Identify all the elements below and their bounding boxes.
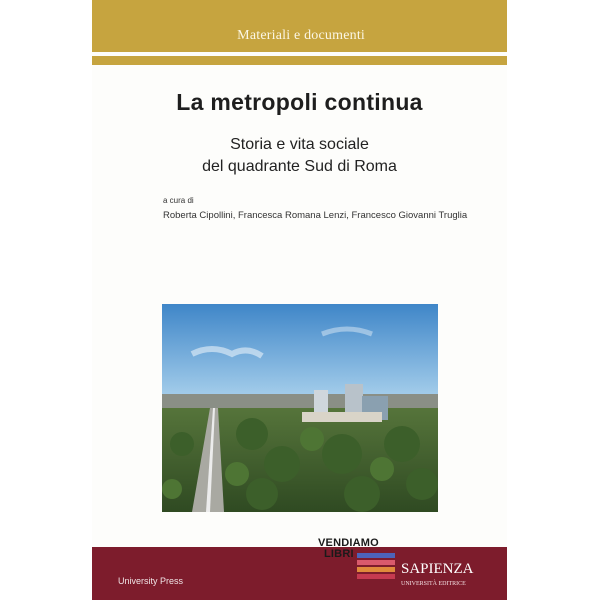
book-cover: [92, 0, 507, 600]
editor-intro: a cura di: [163, 196, 194, 205]
watermark-line1: VENDIAMO: [318, 537, 379, 549]
aerial-city-photo: [162, 304, 438, 512]
logo-subtext: UNIVERSITÀ EDITRICE: [401, 581, 466, 587]
gold-rule: [92, 56, 507, 65]
logo-text: SAPIENZA: [401, 561, 474, 577]
book-subtitle-line2: del quadrante Sud di Roma: [202, 158, 397, 175]
series-label: Materiali e documenti: [237, 28, 365, 43]
book-subtitle-line1: Storia e vita sociale: [230, 136, 369, 153]
publisher-label: University Press: [118, 576, 184, 586]
editors-list: Roberta Cipollini, Francesca Romana Lenzi, Francesco Giovanni Truglia: [163, 210, 468, 221]
series-band: [92, 0, 507, 52]
book-title: La metropoli continua: [176, 89, 423, 115]
watermark-line2: LIBRI: [324, 548, 354, 560]
sapienza-logo-icon: [357, 541, 507, 597]
watermark: [318, 538, 379, 560]
publisher-band: [92, 547, 507, 600]
